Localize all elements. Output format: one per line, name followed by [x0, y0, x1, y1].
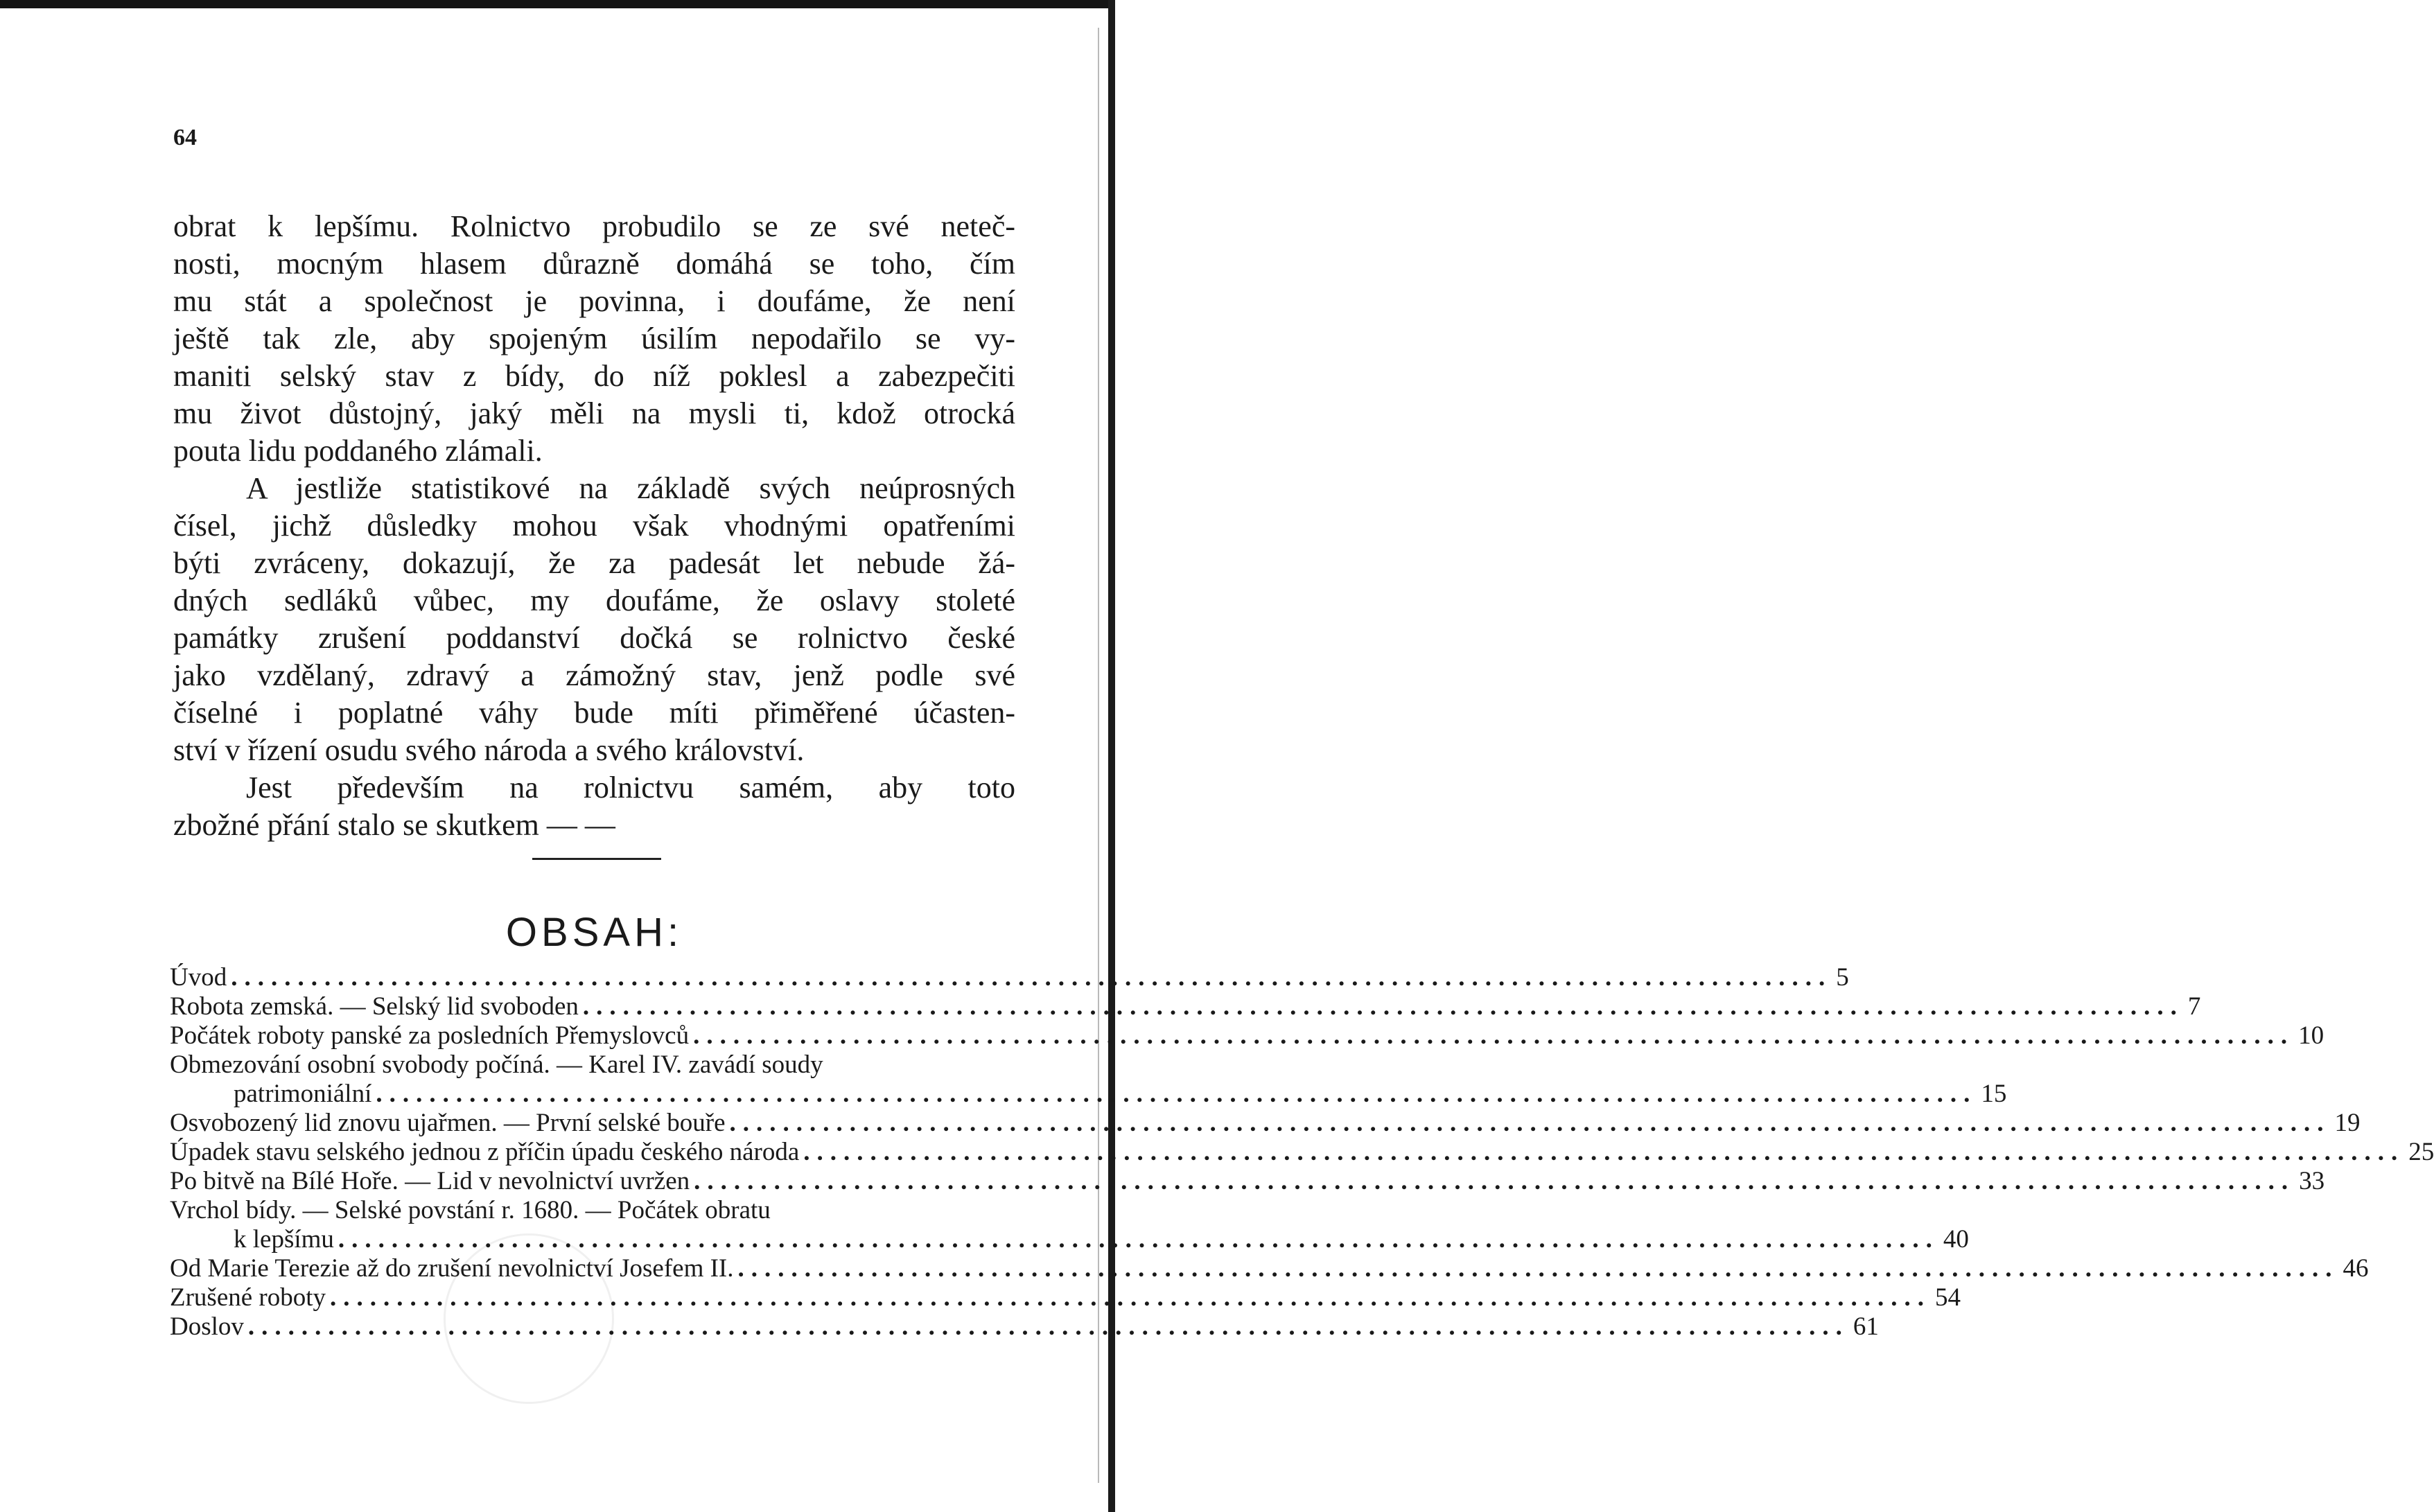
toc-entry	[170, 1051, 1015, 1080]
toc-heading: OBSAH:	[505, 910, 683, 955]
toc-leader-dots: ........................................................................................................................	[694, 1167, 2295, 1195]
toc-entry-page: 7	[2187, 992, 2201, 1021]
text-line: obrat k lepšímu. Rolnictvo probudilo se ze své neteč-	[173, 209, 1015, 243]
toc-entry-page: 10	[2298, 1021, 2324, 1050]
toc-entry-title: Vrchol bídy. — Selské povstání r. 1680. — Počátek obratu	[170, 1196, 771, 1224]
toc-entry	[170, 963, 1849, 992]
text-line: čísel, jichž důsledky mohou však vhodnými opatřeními	[173, 509, 1015, 543]
toc-entry-title: Od Marie Terezie až do zrušení nevolnictví Josefem II.	[170, 1254, 734, 1283]
toc-entry-title: Zrušené roboty	[170, 1283, 326, 1312]
toc-entry-title: Robota zemská. — Selský lid svoboden	[170, 992, 579, 1021]
text-line: památky zrušení poddanství dočká se rolnictvo české	[173, 621, 1015, 655]
toc-entry-page: 61	[1853, 1312, 1879, 1341]
text-line: ství v řízení osudu svého národa a svého království.	[173, 733, 805, 767]
toc-entry-title: Počátek roboty panské za posledních Přemyslovců	[170, 1021, 690, 1050]
toc-entry	[170, 1021, 2324, 1051]
toc-entry-title: patrimoniální	[234, 1080, 372, 1108]
text-line: pouta lidu poddaného zlámali.	[173, 434, 543, 468]
toc-entry	[170, 1283, 1961, 1312]
toc-entry	[170, 1312, 1879, 1342]
text-line: číselné i poplatné váhy bude míti přiměřené účasten-	[173, 696, 1015, 730]
toc-entry	[170, 1109, 2361, 1138]
scan-border-top	[0, 0, 1115, 8]
toc-entry-page: 15	[1981, 1080, 2007, 1108]
toc-entry-title: Doslov	[170, 1312, 244, 1341]
toc-entry	[170, 1254, 2369, 1283]
toc-entry-page: 54	[1935, 1283, 1961, 1312]
text-line: mu život důstojný, jaký měli na mysli ti, kdož otrocká	[173, 396, 1015, 430]
toc-leader-dots: ........................................................................................................................	[737, 1254, 2339, 1283]
toc-entry-page: 46	[2343, 1254, 2369, 1283]
toc-entry	[170, 1167, 2325, 1196]
toc-entry	[170, 1138, 2434, 1167]
toc-leader-dots: ........................................................................................................................	[376, 1080, 1977, 1108]
toc-entry-title: Obmezování osobní svobody počíná. — Karel IV. zavádí soudy	[170, 1051, 823, 1079]
section-divider	[532, 858, 661, 860]
text-line: mu stát a společnost je povinna, i doufáme, že není	[173, 284, 1015, 318]
toc-entry-continuation	[170, 1080, 2007, 1109]
toc-entry-continuation	[170, 1225, 1969, 1254]
toc-entry-title: Úpadek stavu selského jednou z příčin úpadu českého národa	[170, 1138, 800, 1166]
toc-leader-dots: ........................................................................................................................	[729, 1109, 2331, 1137]
toc-leader-dots: ........................................................................................................................	[582, 992, 2184, 1021]
toc-entry-title: Úvod	[170, 963, 227, 992]
toc-entry-page: 40	[1943, 1225, 1969, 1254]
text-line: zbožné přání stalo se skutkem — —	[173, 808, 615, 842]
text-line: jako vzdělaný, zdravý a zámožný stav, jenž podle své	[173, 658, 1015, 692]
text-line: A jestliže statistikové na základě svých neúprosných	[246, 471, 1015, 505]
text-line: nosti, mocným hlasem důrazně domáhá se toho, čím	[173, 247, 1015, 281]
page-number: 64	[173, 125, 197, 150]
text-line: dných sedláků vůbec, my doufáme, že oslavy stoleté	[173, 583, 1015, 617]
toc-leader-dots: ........................................................................................................................	[231, 963, 1832, 992]
body-text	[173, 208, 1015, 844]
toc-entry-title: Po bitvě na Bílé Hoře. — Lid v nevolnictví uvržen	[170, 1167, 690, 1195]
toc-entry-page: 19	[2334, 1109, 2361, 1137]
text-line: Jest především na rolnictvu samém, aby toto	[246, 771, 1015, 805]
toc-leader-dots: ........................................................................................................................	[338, 1225, 1939, 1254]
text-line: býti zvráceny, dokazují, že za padesát let nebude žá-	[173, 546, 1015, 580]
toc-entry	[170, 992, 2201, 1021]
toc-leader-dots: ........................................................................................................................	[803, 1138, 2405, 1166]
toc-entry-page: 33	[2299, 1167, 2325, 1195]
text-line: ještě tak zle, aby spojeným úsilím nepodařilo se vy-	[173, 322, 1015, 355]
toc-leader-dots: ........................................................................................................................	[693, 1021, 2295, 1050]
toc-entry	[170, 1196, 1015, 1225]
toc-leader-dots: ........................................................................................................................	[330, 1283, 1932, 1312]
toc-leader-dots: ........................................................................................................................	[247, 1312, 1849, 1341]
toc-entry-title: Osvobozený lid znovu ujařmen. — První selské bouře	[170, 1109, 726, 1137]
table-of-contents	[170, 963, 2434, 1342]
toc-entry-page: 5	[1836, 963, 1849, 992]
toc-entry-title: k lepšímu	[234, 1225, 334, 1254]
toc-entry-page: 25	[2408, 1138, 2434, 1166]
text-line: maniti selský stav z bídy, do níž poklesl a zabezpečiti	[173, 359, 1015, 393]
